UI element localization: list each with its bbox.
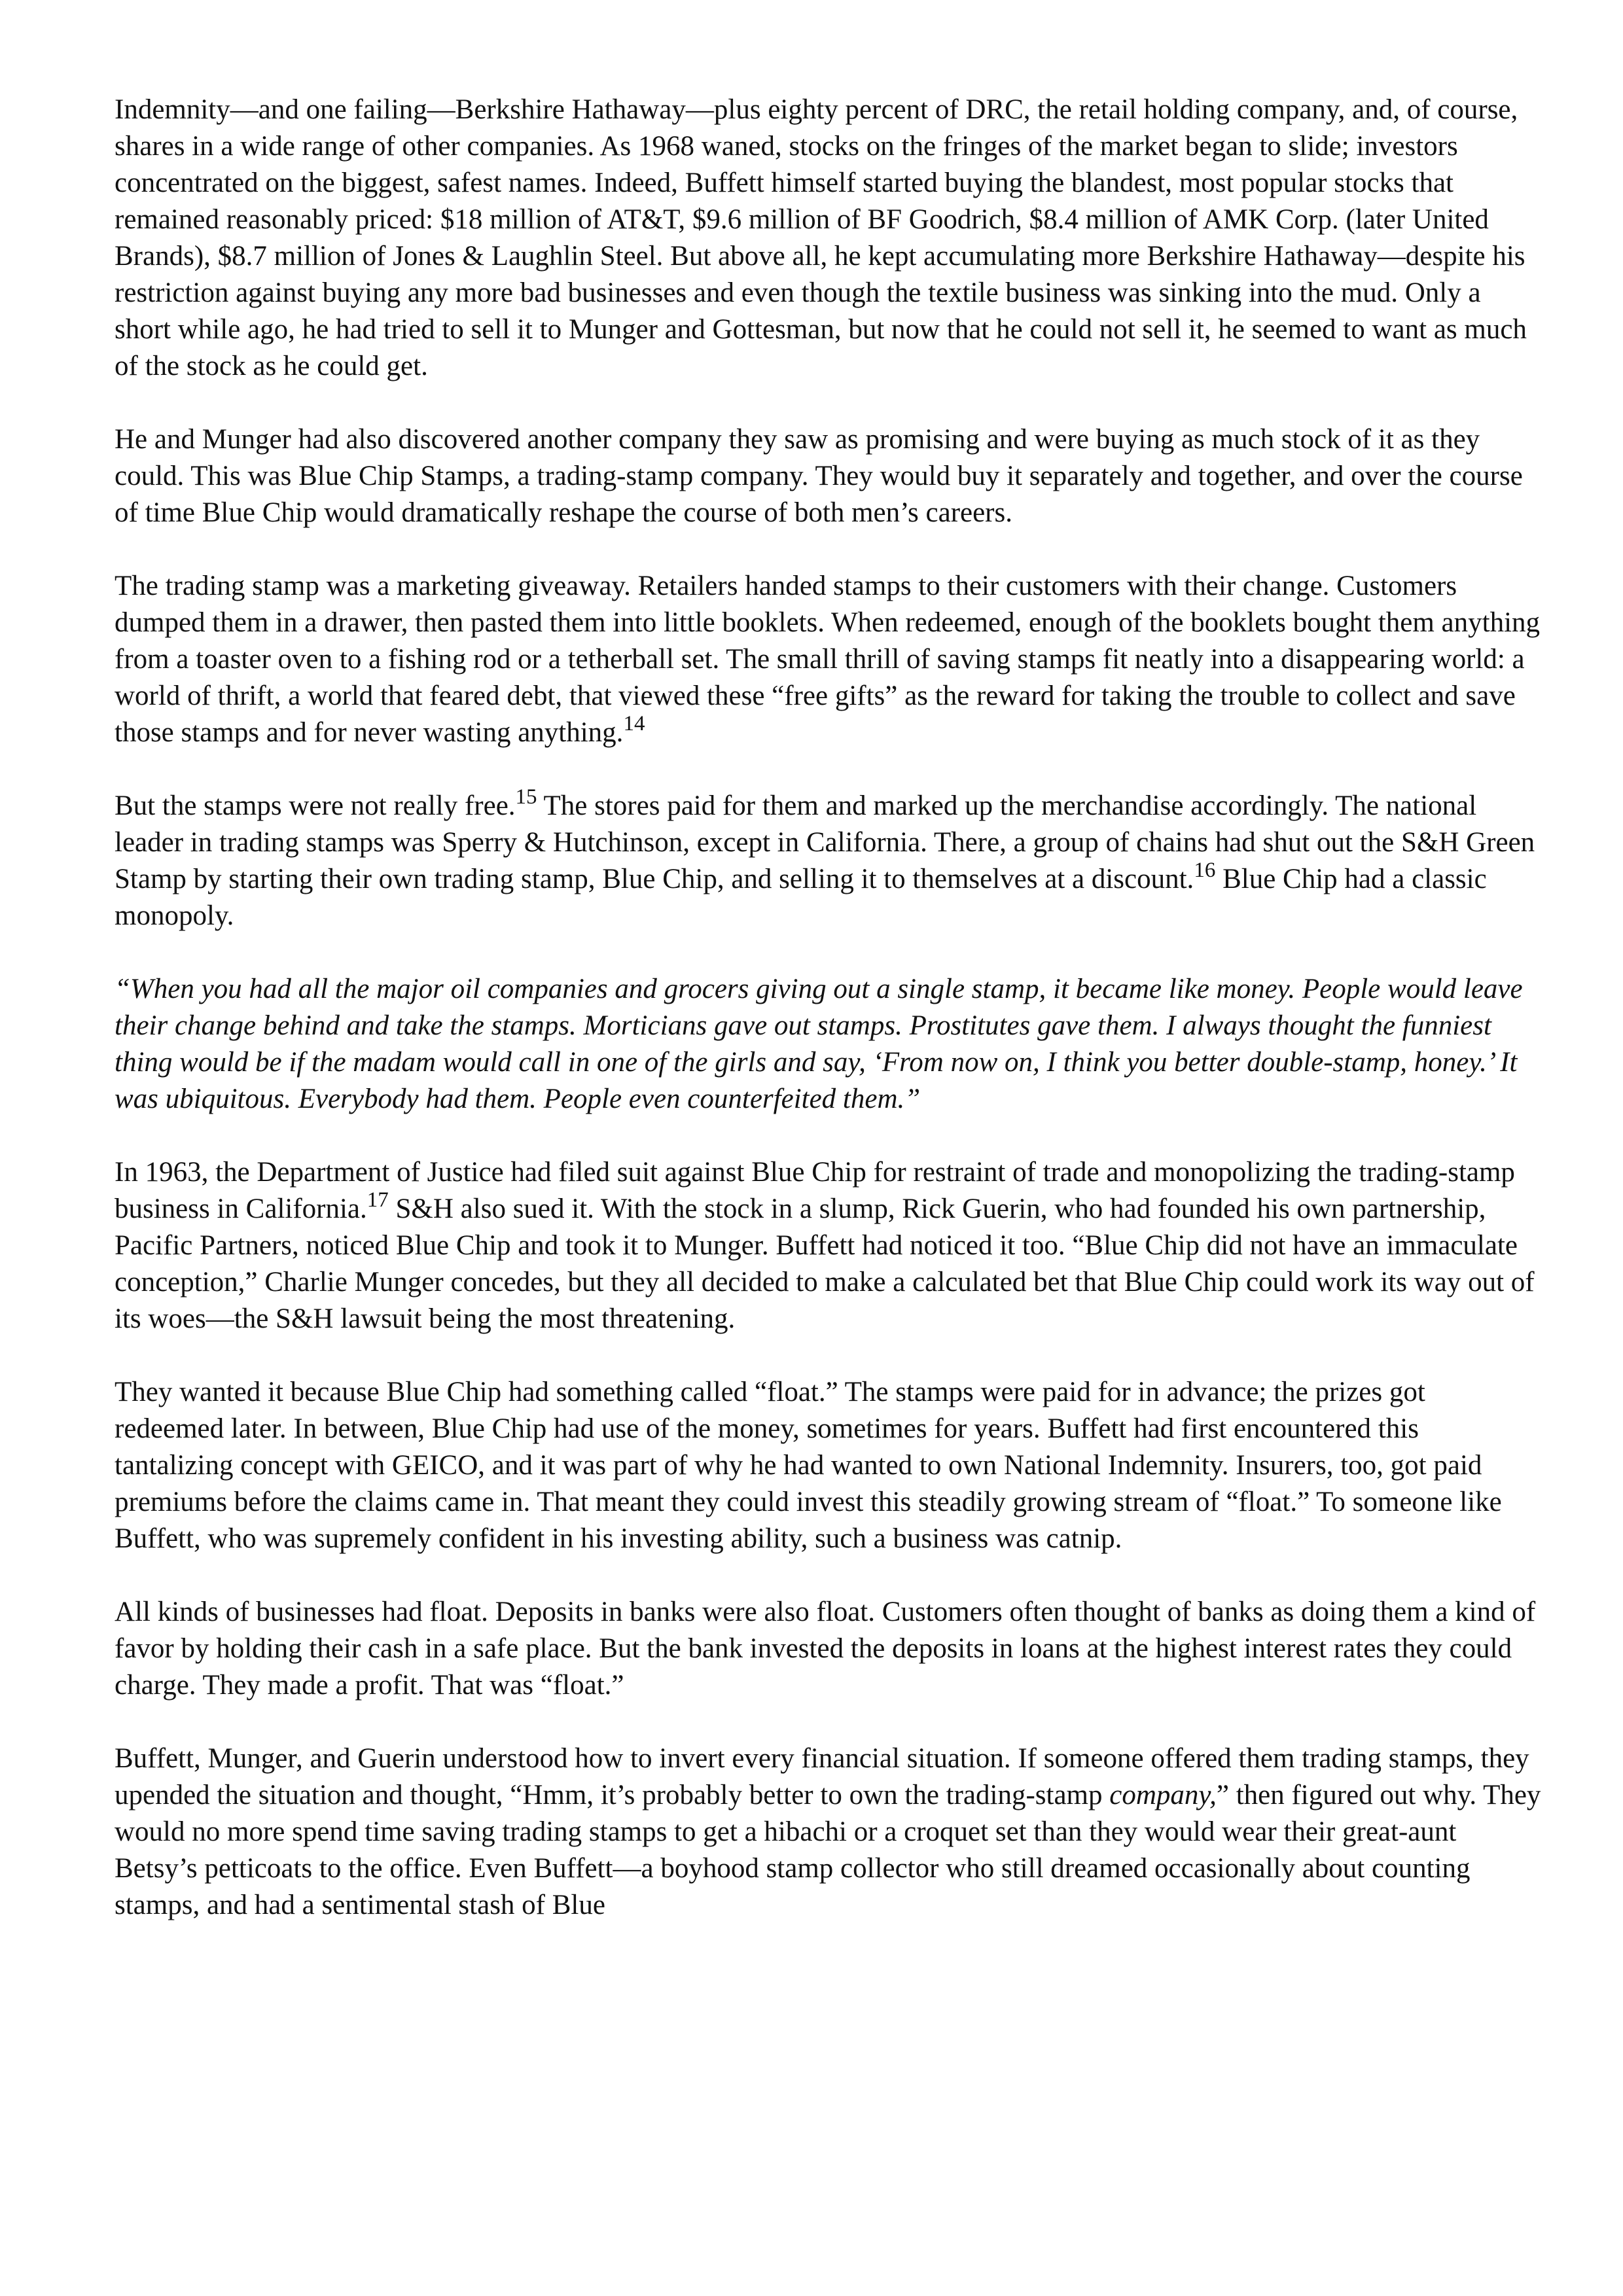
text-run: He and Munger had also discovered another company they saw as promising and were buying as much stock of it as they could. This was Blue Chip Stamps, a trading-stamp company. They would buy it separately and together, and over the course of time Blue Chip would dramatically reshape the course of both men’s careers. [115, 424, 1523, 528]
text-run: In 1963, the Department of Justice had filed suit against Blue Chip for restraint of trade and monopolizing the trading-stamp business in California. [115, 1157, 1515, 1224]
text-run: Buffett, Munger, and Guerin understood how to invert every financial situation. If someone offered them trading stamps, they upended the situation and thought, “Hmm, it’s probably better to own the trading-stamp [115, 1743, 1529, 1810]
body-paragraph [115, 421, 1541, 531]
text-run: They wanted it because Blue Chip had something called “float.” The stamps were paid for in advance; the prizes got redeemed later. In between, Blue Chip had use of the money, sometimes for years. Buffett had first encountered this tantalizing concept with GEICO, and it was part of why he had wanted to own National Indemnity. Insurers, too, got paid premiums before the claims came in. That meant they could invest this steadily growing stream of “float.” To someone like Buffett, who was supremely confident in his investing ability, such a business was catnip. [115, 1377, 1502, 1554]
text-run: S&H also sued it. With the stock in a slump, Rick Guerin, who had founded his own partnership, Pacific Partners, noticed Blue Chip and took it to Munger. Buffett had noticed it too. “Blue Chip did not have an immaculate conception,” Charlie Munger concedes, but they all decided to make a calculated bet that Blue Chip could work its way out of its woes—the S&H lawsuit being the most threatening. [115, 1193, 1535, 1334]
document-page [115, 92, 1541, 1960]
footnote-marker: 15 [515, 785, 537, 809]
body-paragraph [115, 1594, 1541, 1704]
text-run: But the stamps were not really free. [115, 790, 516, 821]
footnote-marker: 16 [1194, 858, 1216, 882]
block-quote [115, 971, 1541, 1118]
body-paragraph [115, 785, 1541, 934]
text-run: The trading stamp was a marketing giveaway. Retailers handed stamps to their customers with their change. Customers dumped them in a drawer, then pasted them into little booklets. When redeemed, enough of the booklets bought them anything from a toaster oven to a fishing rod or a tetherball set. The small thrill of saving stamps fit neatly into a disappearing world: a world of thrift, a world that feared debt, that viewed these “free gifts” as the reward for taking the trouble to collect and save those stamps and for never wasting anything. [115, 571, 1541, 748]
text-run: Indemnity—and one failing—Berkshire Hathaway—plus eighty percent of DRC, the retail holding company, and, of course, shares in a wide range of other companies. As 1968 waned, stocks on the fringes of the market began to slide; investors concentrated on the biggest, safest names. Indeed, Buffett himself started buying the blandest, most popular stocks that remained reasonably priced: $18 million of AT&T, $9.6 million of BF Goodrich, $8.4 million of AMK Corp. (later United Brands), $8.7 million of Jones & Laughlin Steel. But above all, he kept accumulating more Berkshire Hathaway—despite his restriction against buying any more bad businesses and even though the textile business was sinking into the mud. Only a short while ago, he had tried to sell it to Munger and Gottesman, but now that he could not sell it, he seemed to want as much of the stock as he could get. [115, 94, 1527, 381]
text-run: The stores paid for them and marked up the merchandise accordingly. The national leader in trading stamps was Sperry & Hutchinson, except in California. There, a group of chains had shut out the S&H Green Stamp by starting their own trading stamp, Blue Chip, and selling it to themselves at a discount. [115, 790, 1535, 894]
body-paragraph [115, 92, 1541, 385]
body-paragraph [115, 1154, 1541, 1337]
body-paragraph [115, 568, 1541, 751]
body-paragraph [115, 1740, 1541, 1924]
text-run: “When you had all the major oil companies and grocers giving out a single stamp, it became like money. People would leave their change behind and take the stamps. Morticians gave out stamps. Prostitutes gave them. I always thought the funniest thing would be if the madam would call in one of the girls and say, ‘From now on, I think you better double-stamp, honey.’ It was ubiquitous. Everybody had them. People even counterfeited them.” [115, 974, 1523, 1114]
text-run: All kinds of businesses had float. Deposits in banks were also float. Customers often thought of banks as doing them a kind of favor by holding their cash in a safe place. But the bank invested the deposits in loans at the highest interest rates they could charge. They made a profit. That was “float.” [115, 1597, 1536, 1701]
body-paragraph [115, 1374, 1541, 1557]
footnote-marker: 14 [623, 711, 645, 735]
text-run: Blue Chip had a classic monopoly. [115, 864, 1487, 931]
footnote-marker: 17 [366, 1188, 389, 1212]
italic-text: company, [1109, 1780, 1217, 1810]
text-run: ” then figured out why. They would no more spend time saving trading stamps to get a hibachi or a croquet set than they would wear their great-aunt Betsy’s petticoats to the office. Even Buffett—a boyhood stamp collector who still dreamed occasionally about counting stamps, and had a sentimental stash of Blue [115, 1780, 1541, 1920]
